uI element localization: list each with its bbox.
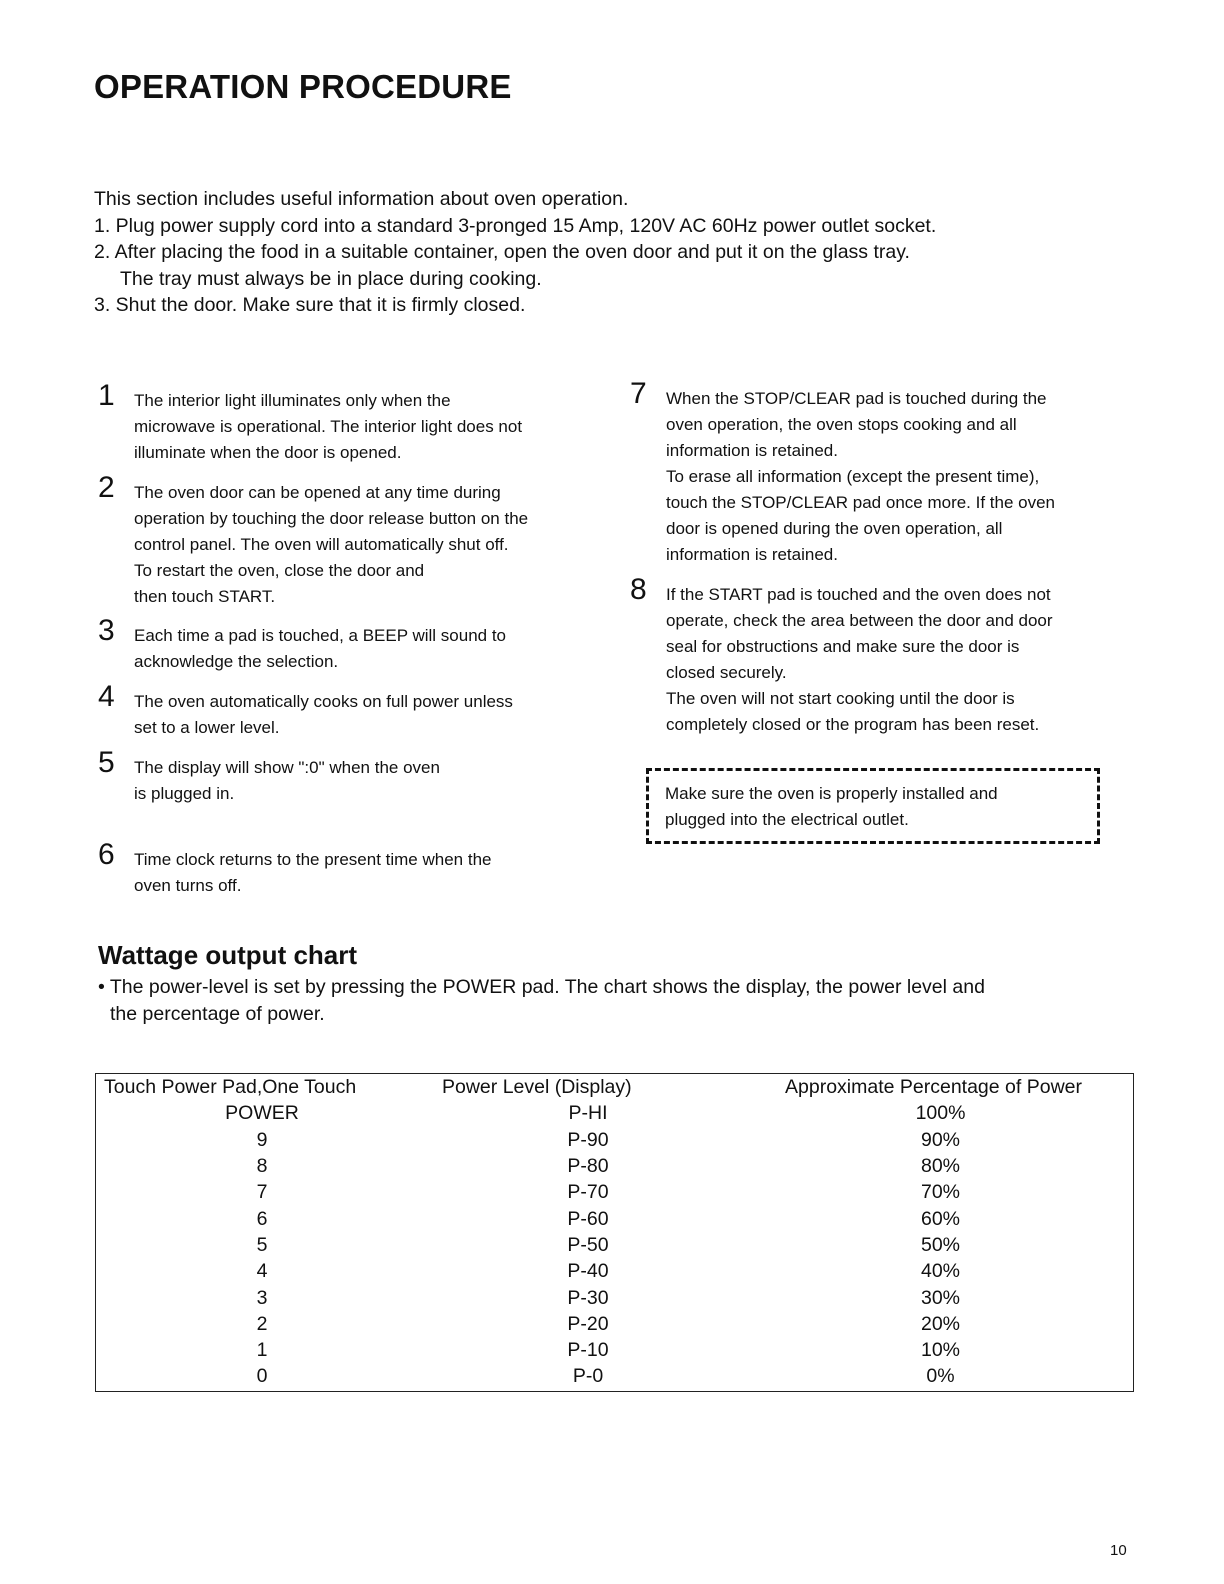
step-8 <box>630 573 1053 738</box>
intro-line: This section includes useful information about oven operation. <box>94 188 629 210</box>
pad-cell: 7 <box>256 1181 268 1204</box>
wattage-description <box>98 974 985 1027</box>
page-number: 10 <box>1110 1542 1127 1559</box>
percent-cell: 0% <box>926 1365 955 1388</box>
note-line: Make sure the oven is properly installed and <box>665 784 998 803</box>
display-cell: P-80 <box>567 1155 609 1178</box>
step-line: microwave is operational. The interior light does not <box>134 417 523 436</box>
step-line: The interior light illuminates only when the <box>134 391 451 410</box>
step-line: oven turns off. <box>134 876 242 895</box>
step-line: door is opened during the oven operation, all <box>666 519 1003 538</box>
percent-cell: 40% <box>920 1260 961 1283</box>
step-line: touch the STOP/CLEAR pad once more. If the oven <box>666 493 1056 512</box>
step-line: information is retained. <box>666 545 838 564</box>
step-line: To erase all information (except the present time), <box>666 467 1040 486</box>
table-row <box>96 1284 1133 1310</box>
pad-cell: 6 <box>256 1207 268 1230</box>
display-cell: P-90 <box>567 1128 609 1151</box>
display-cell: P-30 <box>567 1286 609 1309</box>
intro-line: The tray must always be in place during cooking. <box>120 267 542 290</box>
step-number: 6 <box>98 838 115 871</box>
pad-cell: 5 <box>256 1233 268 1256</box>
percent-cell: 50% <box>920 1233 961 1256</box>
column-header: Power Level (Display) <box>442 1076 632 1099</box>
step-line: The oven door can be opened at any time during <box>134 483 501 502</box>
intro-section <box>94 186 936 319</box>
step-number: 5 <box>98 746 115 779</box>
intro-line: 3. Shut the door. Make sure that it is firmly closed. <box>94 294 526 316</box>
step-line: control panel. The oven will automatically shut off. <box>134 535 509 554</box>
page-title: OPERATION PROCEDURE <box>94 68 512 105</box>
step-line: When the STOP/CLEAR pad is touched during the <box>666 389 1047 408</box>
step-line: The oven automatically cooks on full power unless <box>134 692 513 711</box>
install-note-box <box>646 768 1100 844</box>
pad-cell: 8 <box>256 1155 268 1178</box>
pad-cell: 0 <box>256 1365 268 1388</box>
column-header: Touch Power Pad,One Touch <box>104 1076 357 1099</box>
display-cell: P-20 <box>567 1312 609 1335</box>
percent-cell: 10% <box>920 1339 961 1362</box>
step-line: operate, check the area between the door and door <box>666 611 1053 630</box>
step-line: set to a lower level. <box>134 718 280 737</box>
intro-line: 1. Plug power supply cord into a standard 3-pronged 15 Amp, 120V AC 60Hz power outlet socket. <box>94 214 937 237</box>
step-number: 1 <box>98 379 115 412</box>
step-number: 3 <box>98 614 115 647</box>
display-cell: P-60 <box>567 1207 609 1230</box>
step-line: oven operation, the oven stops cooking and all <box>666 415 1017 434</box>
step-4 <box>98 680 513 741</box>
table-row <box>96 1153 1133 1179</box>
step-line: To restart the oven, close the door and <box>134 561 425 580</box>
step-number: 4 <box>98 680 115 713</box>
step-line: If the START pad is touched and the oven does not <box>666 585 1051 604</box>
pad-cell: POWER <box>225 1102 299 1125</box>
table-row <box>96 1179 1133 1205</box>
percent-cell: 90% <box>920 1128 961 1151</box>
pad-cell: 2 <box>256 1312 268 1335</box>
table-row <box>96 1127 1133 1153</box>
table-row <box>96 1205 1133 1231</box>
display-cell: P-40 <box>567 1260 609 1283</box>
step-line: The oven will not start cooking until the door is <box>666 689 1015 708</box>
step-number: 2 <box>98 471 115 504</box>
step-1 <box>98 379 523 466</box>
wattage-heading: Wattage output chart <box>98 940 358 970</box>
step-line: Time clock returns to the present time when the <box>134 850 492 869</box>
step-line: operation by touching the door release button on the <box>134 509 529 528</box>
table-row <box>96 1100 1133 1126</box>
step-6 <box>98 838 492 899</box>
note-line: plugged into the electrical outlet. <box>665 810 909 829</box>
percent-cell: 60% <box>920 1207 961 1230</box>
step-number: 7 <box>630 377 647 410</box>
step-7 <box>630 377 1056 568</box>
column-header: Approximate Percentage of Power <box>785 1076 1082 1099</box>
table-row <box>96 1363 1133 1389</box>
step-line: then touch START. <box>134 587 276 606</box>
display-cell: P-50 <box>567 1233 609 1256</box>
pad-cell: 9 <box>256 1128 268 1151</box>
table-header-row <box>96 1074 1133 1100</box>
table-row <box>96 1311 1133 1337</box>
step-line: closed securely. <box>666 663 787 682</box>
pad-cell: 1 <box>256 1339 268 1362</box>
step-line: information is retained. <box>666 441 838 460</box>
intro-line: 2. After placing the food in a suitable container, open the oven door and put it on the glass tray. <box>94 241 910 263</box>
pad-cell: 3 <box>256 1286 268 1309</box>
table-row <box>96 1232 1133 1258</box>
display-cell: P-HI <box>568 1102 608 1125</box>
step-number: 8 <box>630 573 647 606</box>
step-line: Each time a pad is touched, a BEEP will sound to <box>134 626 507 645</box>
display-cell: P-0 <box>572 1365 604 1388</box>
display-cell: P-70 <box>567 1181 609 1204</box>
percent-cell: 80% <box>920 1155 961 1178</box>
step-line: acknowledge the selection. <box>134 652 339 671</box>
step-line: seal for obstructions and make sure the door is <box>666 637 1020 656</box>
table-row <box>96 1258 1133 1284</box>
display-cell: P-10 <box>567 1339 609 1362</box>
percent-cell: 70% <box>920 1181 961 1204</box>
step-5 <box>98 746 440 807</box>
pad-cell: 4 <box>256 1260 268 1283</box>
step-line: illuminate when the door is opened. <box>134 443 402 462</box>
wattage-description-line: • The power-level is set by pressing the POWER pad. The chart shows the display, the power level and <box>98 976 985 998</box>
step-line: is plugged in. <box>134 784 235 803</box>
step-2 <box>98 471 529 610</box>
percent-cell: 20% <box>920 1312 961 1335</box>
percent-cell: 30% <box>920 1286 961 1309</box>
percent-cell: 100% <box>915 1102 966 1125</box>
step-3 <box>98 614 507 675</box>
wattage-description-line: the percentage of power. <box>110 1002 325 1025</box>
step-line: The display will show ":0" when the oven <box>134 758 440 777</box>
step-line: completely closed or the program has been reset. <box>666 715 1040 734</box>
wattage-table <box>95 1073 1134 1392</box>
table-row <box>96 1337 1133 1363</box>
